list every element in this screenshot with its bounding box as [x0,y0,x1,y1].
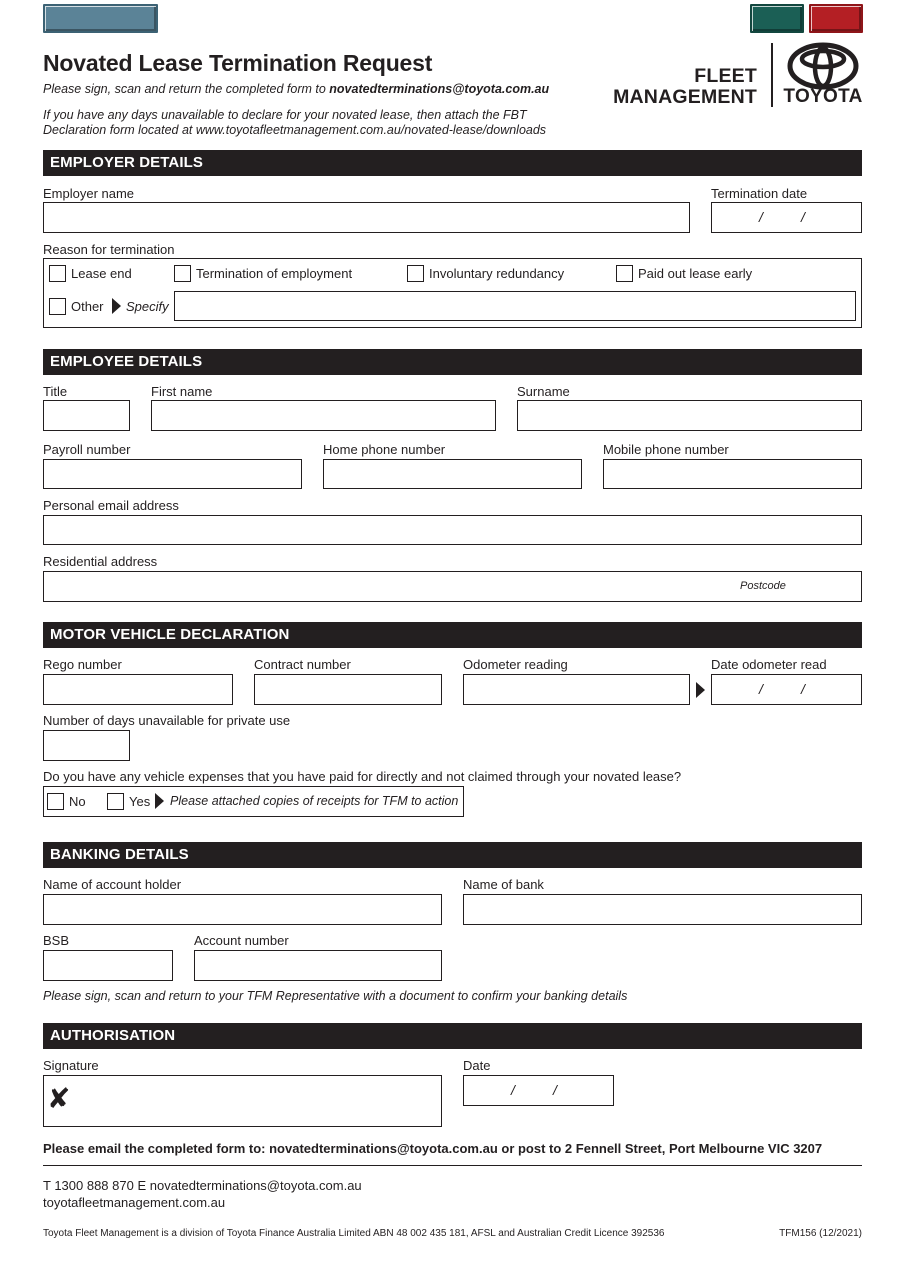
auth-date-label: Date [463,1058,491,1073]
surname-input[interactable] [517,400,862,431]
payroll-number-input[interactable] [43,459,302,489]
paid-out-lease-early-checkbox[interactable] [616,265,633,282]
first-name-label: First name [151,384,213,399]
specify-label: Specify [126,299,169,314]
rego-number-input[interactable] [43,674,233,705]
legal-disclaimer: Toyota Fleet Management is a division of Toyota Finance Australia Limited ABN 48 002 435 181, AFSL and Australian Credit Licence 392536 [43,1228,665,1239]
date-separator: / [759,208,763,225]
logo-divider [771,43,773,107]
bsb-label: BSB [43,933,70,948]
home-phone-label: Home phone number [323,442,446,457]
involuntary-redundancy-checkbox[interactable] [407,265,424,282]
website-link[interactable]: toyotafleetmanagement.com.au [43,1195,226,1210]
account-holder-label: Name of account holder [43,877,182,892]
title-label: Title [43,384,68,399]
date-separator: / [511,1081,515,1098]
blue-button[interactable] [43,4,158,33]
account-number-input[interactable] [194,950,442,981]
contract-number-label: Contract number [254,657,351,672]
red-button[interactable] [809,4,863,33]
expenses-yes-checkbox[interactable] [107,793,124,810]
signature-label: Signature [43,1058,99,1073]
toyota-emblem-icon [787,42,859,90]
account-holder-input[interactable] [43,894,442,925]
authorisation-heading: AUTHORISATION [43,1023,862,1049]
motor-vehicle-heading: MOTOR VEHICLE DECLARATION [43,622,862,648]
intro-instructions [43,82,549,97]
termination-date-input[interactable] [711,202,862,233]
footer-divider [43,1165,862,1166]
odometer-reading-label: Odometer reading [463,657,568,672]
intro-text: Please sign, scan and return the completed form to [43,82,330,96]
signature-input[interactable] [43,1075,442,1127]
specify-other-input[interactable] [174,291,856,321]
expenses-question: Do you have any vehicle expenses that you have paid for directly and not claimed through your novated lease? [43,769,682,784]
first-name-input[interactable] [151,400,496,431]
mobile-phone-label: Mobile phone number [603,442,729,457]
expenses-yes-label: Yes [129,794,151,809]
signature-x-icon: ✘ [47,1083,71,1114]
account-number-label: Account number [194,933,289,948]
logo-fleet-text: FLEET [694,65,757,87]
other-label: Other [71,299,104,314]
employer-name-input[interactable] [43,202,690,233]
auth-date-input[interactable] [463,1075,614,1106]
employee-details-heading: EMPLOYEE DETAILS [43,349,862,375]
reason-label: Reason for termination [43,242,175,257]
form-code: TFM156 (12/2021) [779,1228,862,1239]
fleet-management-logo [613,66,757,108]
paid-out-lease-early-label: Paid out lease early [638,266,753,281]
contact-line: T 1300 888 870 E novatedterminations@toyota.com.au [43,1178,362,1193]
odometer-reading-input[interactable] [463,674,690,705]
termination-of-employment-label: Termination of employment [196,266,353,281]
residential-address-label: Residential address [43,554,158,569]
termination-of-employment-checkbox[interactable] [174,265,191,282]
lease-end-checkbox[interactable] [49,265,66,282]
banking-note: Please sign, scan and return to your TFM Representative with a document to confirm your banking details [43,989,628,1003]
contract-number-input[interactable] [254,674,442,705]
green-button[interactable] [750,4,804,33]
other-checkbox[interactable] [49,298,66,315]
date-separator: / [801,208,805,225]
days-unavailable-input[interactable] [43,730,130,761]
residential-address-input[interactable] [43,571,862,602]
odometer-date-label: Date odometer read [711,657,827,672]
postcode-label: Postcode [740,580,786,592]
termination-date-label: Termination date [711,186,808,201]
fbt-note-line1: If you have any days unavailable to declare for your novated lease, then attach the FBT [43,108,527,122]
receipts-note: Please attached copies of receipts for TFM to action [170,794,459,808]
involuntary-redundancy-label: Involuntary redundancy [429,266,565,281]
mobile-phone-input[interactable] [603,459,862,489]
submit-instructions: Please email the completed form to: novatedterminations@toyota.com.au or post to 2 Fennell Street, Port Melbourne VIC 3207 [43,1141,823,1156]
home-phone-input[interactable] [323,459,582,489]
bank-name-input[interactable] [463,894,862,925]
bsb-input[interactable] [43,950,173,981]
fbt-note-line2: Declaration form located at www.toyotafleetmanagement.com.au/novated-lease/downloads [43,123,547,137]
email-input[interactable] [43,515,862,545]
title-input[interactable] [43,400,130,431]
arrow-right-icon [696,682,705,698]
date-separator: / [759,680,763,697]
logo-management-text: MANAGEMENT [613,86,757,108]
bank-name-label: Name of bank [463,877,544,892]
logo-toyota-text: TOYOTA [783,86,863,107]
banking-details-heading: BANKING DETAILS [43,842,862,868]
arrow-right-icon [155,793,164,809]
employer-name-label: Employer name [43,186,135,201]
employer-details-heading: EMPLOYER DETAILS [43,150,862,176]
rego-number-label: Rego number [43,657,122,672]
email-label: Personal email address [43,498,179,513]
arrow-right-icon [112,298,121,314]
date-separator: / [801,680,805,697]
page-title: Novated Lease Termination Request [43,50,433,76]
lease-end-label: Lease end [71,266,132,281]
odometer-date-input[interactable] [711,674,862,705]
expenses-no-checkbox[interactable] [47,793,64,810]
days-unavailable-label: Number of days unavailable for private use [43,713,291,728]
expenses-no-label: No [69,794,86,809]
surname-label: Surname [517,384,570,399]
intro-email: novatedterminations@toyota.com.au [329,82,550,96]
date-separator: / [553,1081,557,1098]
payroll-number-label: Payroll number [43,442,131,457]
